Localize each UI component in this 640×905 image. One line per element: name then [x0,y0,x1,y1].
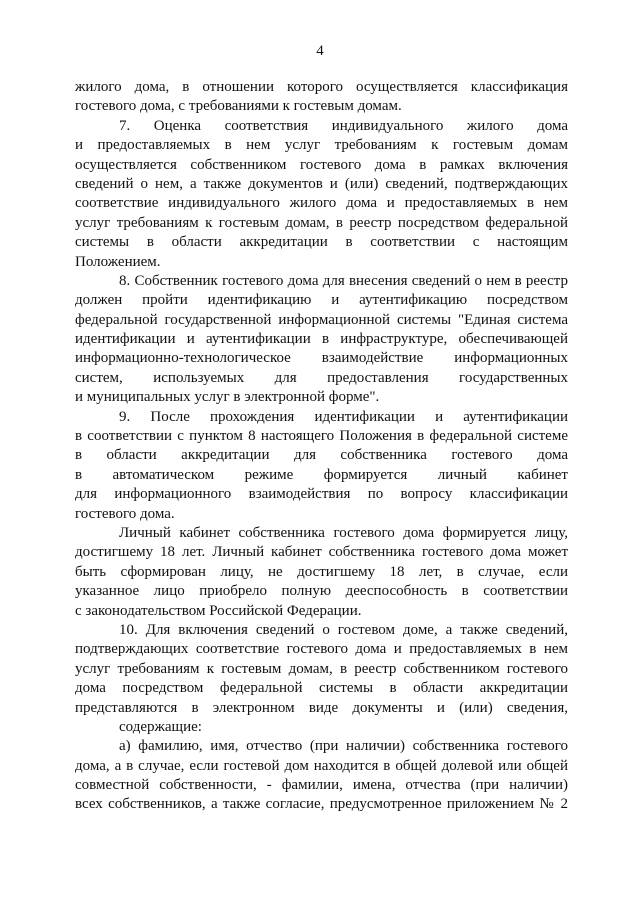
text-line: системы в области аккредитации в соответствии с настоящим [75,234,568,251]
text-line: 10. Для включения сведений о гостевом доме, а также сведений, [119,621,568,638]
text-line: и муниципальных услуг в электронной форме". [75,389,380,406]
document-body [75,78,568,815]
text-line: 7. Оценка соответствия индивидуального жилого дома [119,117,568,134]
text-line: соответствие индивидуального жилого дома и предоставляемых в нем [75,195,568,212]
text-line: 8. Собственник гостевого дома для внесения сведений о нем в реестр [119,272,568,289]
page-number: 4 [316,43,324,59]
text-line: в автоматическом режиме формируется личный кабинет [75,466,568,483]
text-line: быть сформирован лицу, не достигшему 18 лет, в случае, если [75,563,568,580]
text-line: в соответствии с пунктом 8 настоящего Положения в федеральной системе [75,428,568,445]
text-line: осуществляется собственником гостевого дома в рамках включения [75,156,568,173]
text-line: подтверждающих соответствие гостевого дома и предоставляемых в нем [75,641,568,658]
text-line: а) фамилию, имя, отчество (при наличии) собственника гостевого [119,738,568,755]
text-line: сведений о нем, а также документов и (или) сведений, подтверждающих [75,175,568,192]
text-line: федеральной государственной информационной системы "Единая система [75,311,568,328]
text-line: гостевого дома. [75,505,175,522]
text-line: и предоставляемых в нем услуг требованиям к гостевым домам [75,137,568,154]
text-line: дома посредством федеральной системы в области аккредитации [75,680,568,697]
text-line: содержащие: [119,718,202,735]
text-line: Положением. [75,253,161,270]
text-line: представляются в электронном виде документы и (или) сведения, [75,699,568,716]
text-line: должен пройти идентификацию и аутентификацию посредством [75,292,568,309]
text-line: Личный кабинет собственника гостевого дома формируется лицу, [119,524,568,541]
text-line: 9. После прохождения идентификации и аутентификации [119,408,568,425]
text-line: для информационного взаимодействия по вопросу классификации [75,486,568,503]
text-line: совместной собственности, - фамилии, имена, отчества (при наличии) [75,777,568,794]
text-line: идентификации и аутентификации в инфраструктуре, обеспечивающей [75,331,568,348]
text-line: всех собственников, а также согласие, предусмотренное приложением № 2 [75,796,568,813]
text-line: с законодательством Российской Федерации. [75,602,362,619]
text-line: информационно-технологическое взаимодействие информационных [75,350,568,367]
text-line: услуг требованиям к гостевым домам, в реестр собственником гостевого [75,660,568,677]
text-line: услуг требованиям к гостевым домам, в реестр посредством федеральной [75,214,568,231]
text-line: систем, используемых для предоставления государственных [75,369,568,386]
text-line: жилого дома, в отношении которого осуществляется классификация [75,79,568,95]
text-line: указанное лицо приобрело полную дееспособность в соответствии [75,583,568,600]
text-line: дома, а в случае, если гостевой дом находится в общей долевой или общей [75,757,568,774]
text-line: гостевого дома, с требованиями к гостевым домам. [75,98,402,115]
text-line: в области аккредитации для собственника гостевого дома [75,447,568,464]
text-line: достигшему 18 лет. Личный кабинет собственника гостевого дома может [75,544,568,561]
